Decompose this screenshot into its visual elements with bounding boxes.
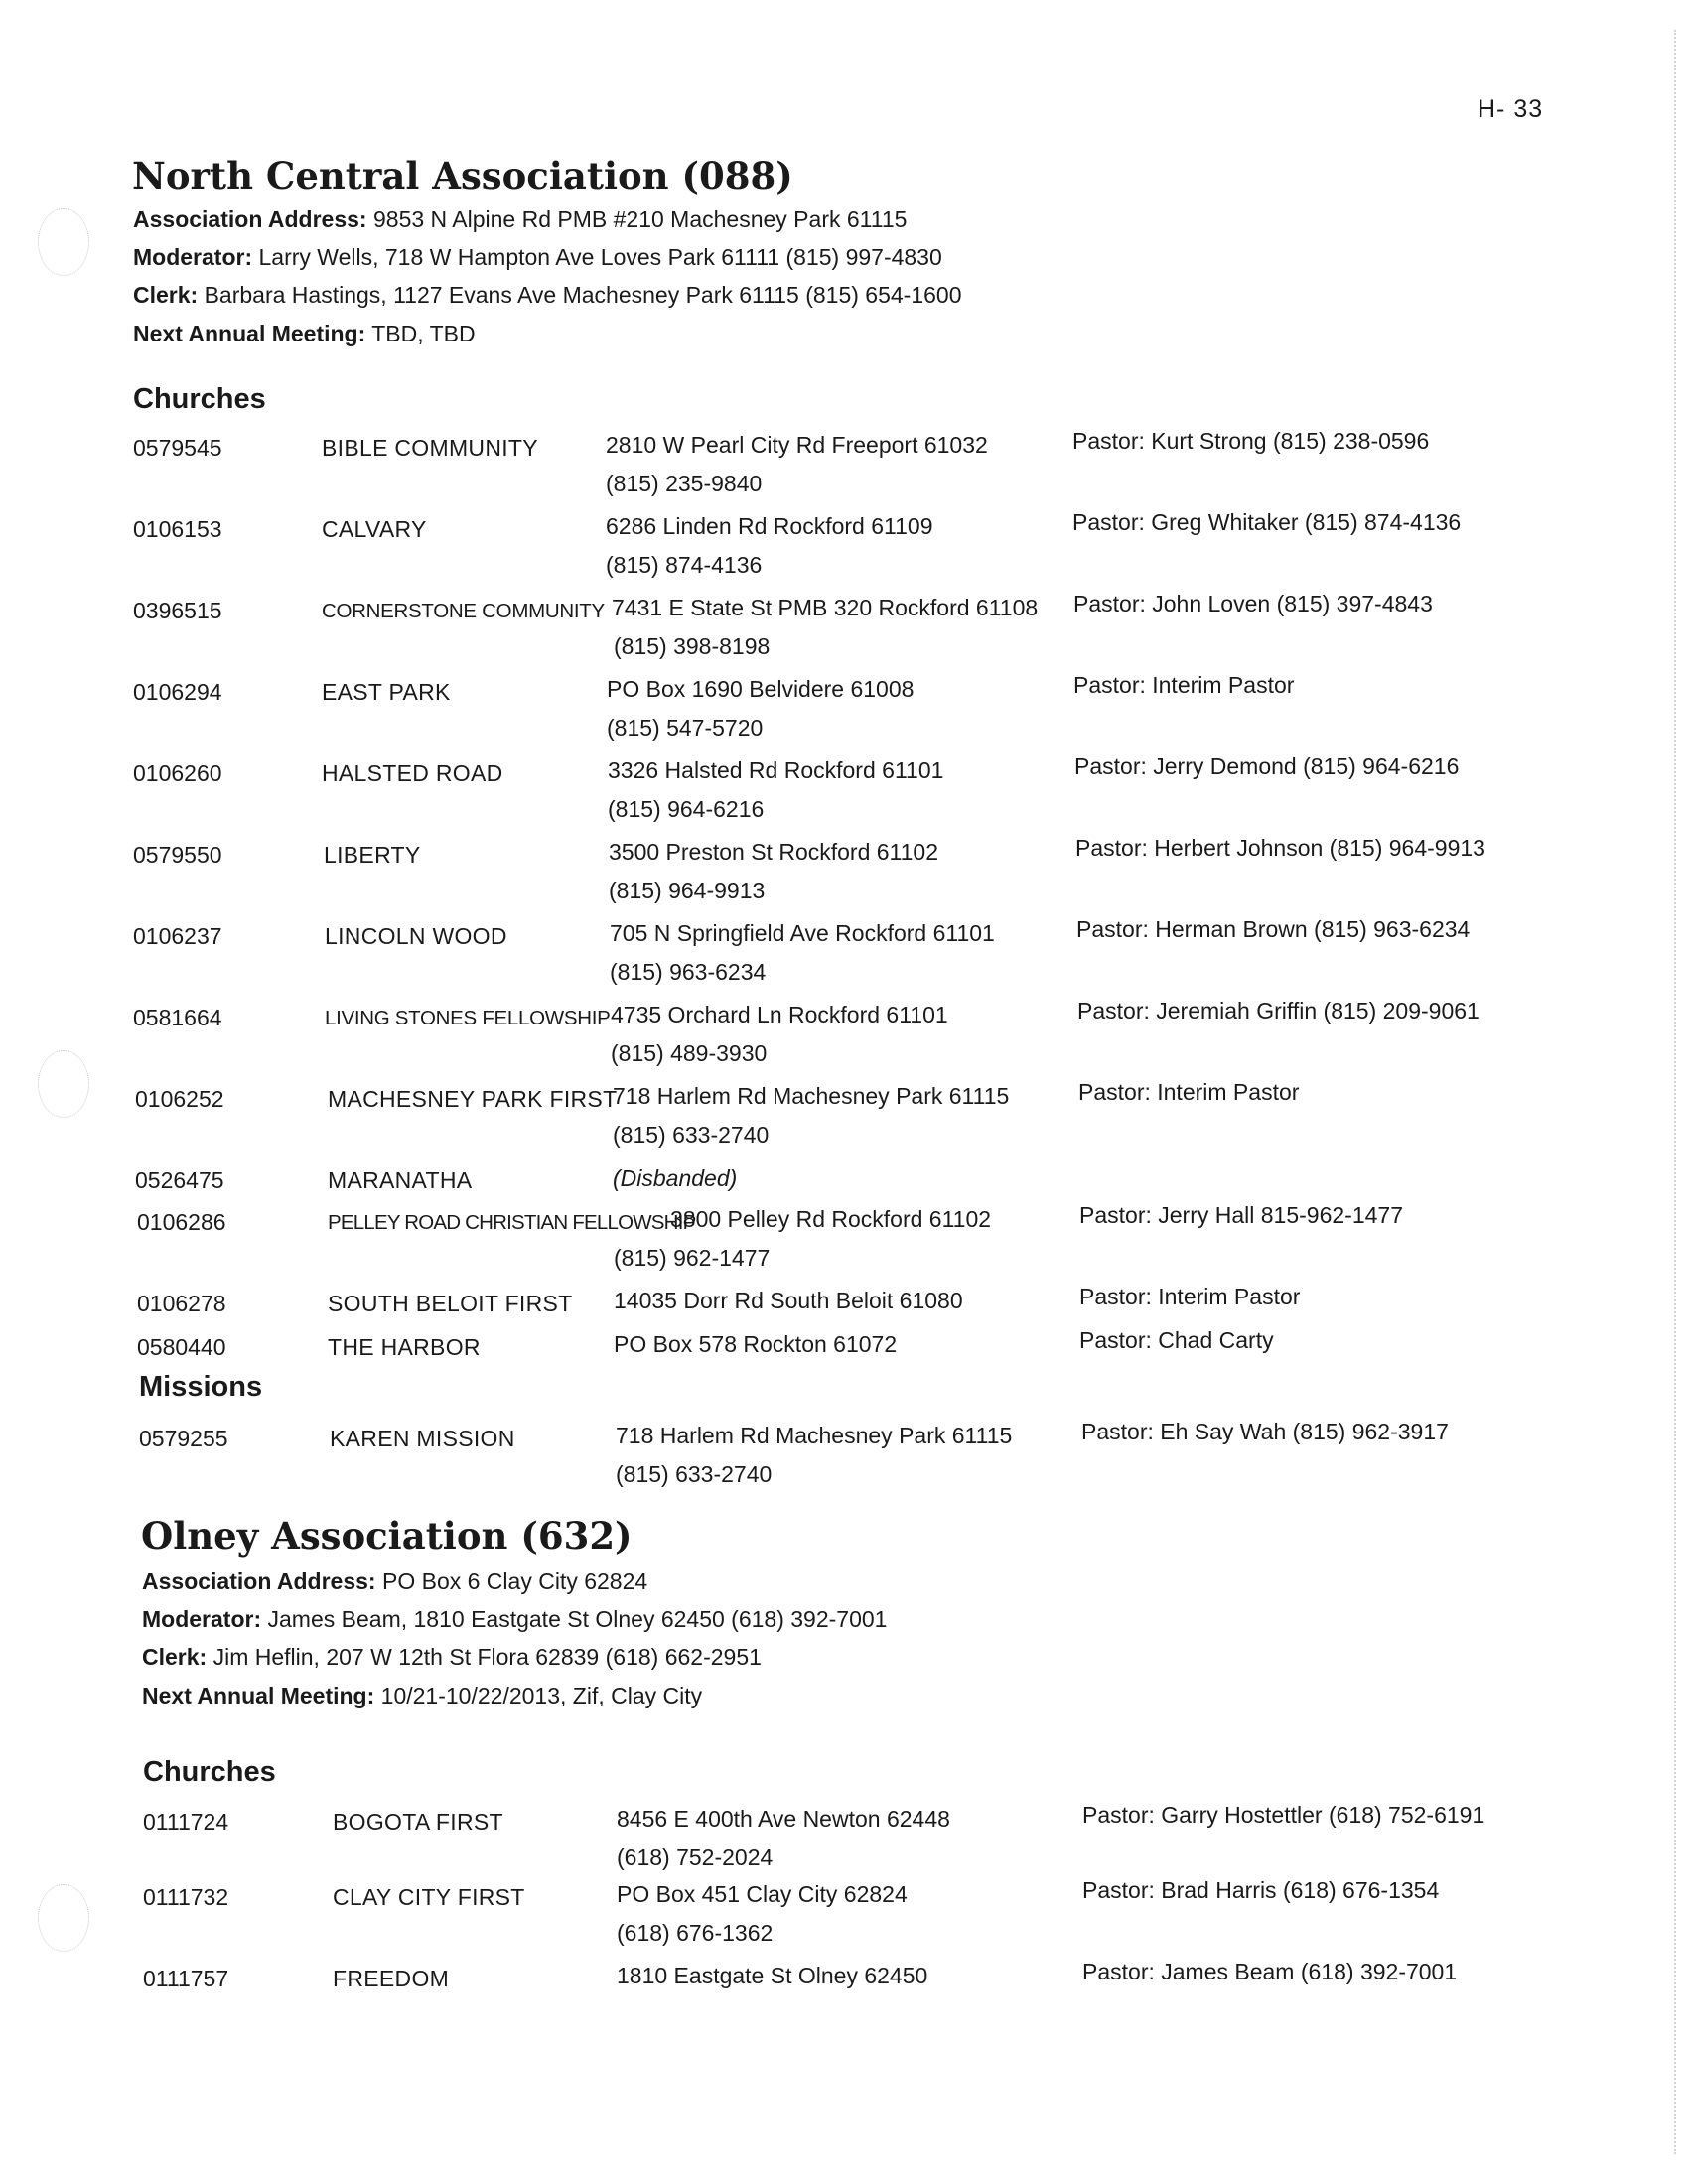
church-address: 6286 Linden Rd Rockford 61109 — [606, 513, 933, 539]
church-code: 0396515 — [133, 598, 222, 623]
church-code: 0111757 — [143, 1966, 229, 1991]
church-phone: (815) 398-8198 — [614, 633, 771, 659]
church-name: CORNERSTONE COMMUNITY — [322, 600, 605, 622]
church-pastor: Pastor: Interim Pastor — [1078, 1079, 1300, 1105]
info-value: Jim Heflin, 207 W 12th St Flora 62839 (618) 662-2951 — [207, 1644, 762, 1670]
church-name: LINCOLN WOOD — [325, 923, 507, 949]
church-code: 0526475 — [135, 1167, 224, 1193]
church-address: 705 N Springfield Ave Rockford 61101 — [610, 920, 995, 946]
churches-heading: Churches — [143, 1756, 276, 1788]
clerk — [133, 282, 961, 309]
punch-hole-top — [38, 208, 89, 276]
mission-name: KAREN MISSION — [330, 1426, 515, 1451]
church-phone: (815) 633-2740 — [613, 1122, 770, 1148]
church-name: FREEDOM — [333, 1966, 450, 1991]
church-code: 0106153 — [133, 516, 222, 542]
church-pastor: Pastor: Jerry Hall 815-962-1477 — [1079, 1202, 1403, 1228]
mission-code: 0579255 — [139, 1426, 228, 1451]
moderator — [133, 244, 942, 271]
association-address — [133, 206, 907, 233]
church-name: BIBLE COMMUNITY — [322, 435, 538, 461]
info-value: TBD, TBD — [365, 321, 476, 346]
church-pastor: Pastor: James Beam (618) 392-7001 — [1082, 1959, 1458, 1984]
info-label: Moderator: — [142, 1606, 262, 1632]
info-label: Next Annual Meeting: — [142, 1683, 375, 1708]
church-name: HALSTED ROAD — [322, 760, 503, 786]
info-label: Association Address: — [133, 206, 367, 232]
info-value: 9853 N Alpine Rd PMB #210 Machesney Park 61115 — [366, 206, 908, 232]
church-code: 0579550 — [133, 842, 222, 868]
church-address: PO Box 451 Clay City 62824 — [617, 1881, 908, 1907]
mission-address: 718 Harlem Rd Machesney Park 61115 — [616, 1423, 1013, 1448]
church-phone: (618) 752-2024 — [617, 1844, 774, 1870]
page-number: H- 33 — [1478, 95, 1544, 123]
church-code: 0106260 — [133, 760, 222, 786]
info-value: James Beam, 1810 Eastgate St Olney 62450 (618) 392-7001 — [261, 1606, 888, 1632]
info-value: 10/21-10/22/2013, Zif, Clay City — [374, 1683, 703, 1708]
church-pastor: Pastor: Chad Carty — [1079, 1327, 1274, 1353]
church-address: PO Box 1690 Belvidere 61008 — [607, 676, 915, 702]
church-name: LIVING STONES FELLOWSHIP — [325, 1007, 611, 1029]
church-address: 8456 E 400th Ave Newton 62448 — [617, 1806, 950, 1832]
church-name: CLAY CITY FIRST — [333, 1884, 525, 1910]
scan-edge-line — [1674, 30, 1676, 2154]
info-value: Larry Wells, 718 W Hampton Ave Loves Park 61111 (815) 997-4830 — [252, 244, 942, 270]
info-label: Clerk: — [142, 1644, 208, 1670]
next-annual-meeting — [133, 321, 476, 347]
mission-pastor: Pastor: Eh Say Wah (815) 962-3917 — [1081, 1419, 1449, 1444]
church-phone: (618) 676-1362 — [617, 1920, 774, 1946]
punch-hole-bottom — [38, 1884, 89, 1952]
church-pastor: Pastor: Jerry Demond (815) 964-6216 — [1074, 753, 1460, 779]
church-address: PO Box 578 Rockton 61072 — [614, 1331, 898, 1357]
church-address: 3326 Halsted Rd Rockford 61101 — [608, 757, 944, 783]
church-address: 3500 Preston St Rockford 61102 — [609, 839, 939, 865]
church-address: 2810 W Pearl City Rd Freeport 61032 — [606, 432, 988, 458]
church-address: 7431 E State St PMB 320 Rockford 61108 — [612, 595, 1039, 620]
info-label: Clerk: — [133, 282, 199, 308]
church-address: 3800 Pelley Rd Rockford 61102 — [670, 1206, 992, 1232]
church-status-disbanded: (Disbanded) — [613, 1165, 738, 1191]
association-title: Olney Association (632) — [141, 1514, 633, 1558]
church-address: 1810 Eastgate St Olney 62450 — [617, 1963, 928, 1988]
church-code: 0106294 — [133, 679, 222, 705]
church-code: 0106278 — [137, 1291, 226, 1316]
church-pastor: Pastor: Herman Brown (815) 963-6234 — [1076, 916, 1471, 942]
church-code: 0579545 — [133, 435, 222, 461]
punch-hole-middle — [38, 1050, 89, 1118]
church-address: 14035 Dorr Rd South Beloit 61080 — [614, 1288, 963, 1313]
church-pastor: Pastor: Interim Pastor — [1079, 1284, 1301, 1309]
info-label: Moderator: — [133, 244, 253, 270]
church-phone: (815) 963-6234 — [610, 959, 767, 985]
church-name: CALVARY — [322, 516, 427, 542]
church-name: PELLEY ROAD CHRISTIAN FELLOWSHIP — [328, 1211, 696, 1234]
church-code: 0111732 — [143, 1884, 229, 1910]
church-code: 0106286 — [137, 1209, 226, 1235]
church-pastor: Pastor: Jeremiah Griffin (815) 209-9061 — [1077, 998, 1480, 1024]
info-label: Association Address: — [142, 1569, 376, 1594]
church-name: MARANATHA — [328, 1167, 473, 1193]
church-name: EAST PARK — [322, 679, 451, 705]
church-pastor: Pastor: Herbert Johnson (815) 964-9913 — [1075, 835, 1485, 861]
church-code: 0580440 — [137, 1334, 226, 1360]
church-phone: (815) 964-6216 — [608, 796, 765, 822]
info-value: PO Box 6 Clay City 62824 — [375, 1569, 648, 1594]
church-phone: (815) 235-9840 — [606, 471, 763, 496]
church-pastor: Pastor: Brad Harris (618) 676-1354 — [1082, 1877, 1440, 1903]
info-label: Next Annual Meeting: — [133, 321, 366, 346]
church-pastor: Pastor: Greg Whitaker (815) 874-4136 — [1072, 509, 1462, 535]
church-name: LIBERTY — [324, 842, 421, 868]
church-pastor: Pastor: Interim Pastor — [1073, 672, 1295, 698]
church-pastor: Pastor: Garry Hostettler (618) 752-6191 — [1082, 1802, 1485, 1828]
church-name: SOUTH BELOIT FIRST — [328, 1291, 573, 1316]
info-value: Barbara Hastings, 1127 Evans Ave Machesney Park 61115 (815) 654-1600 — [198, 282, 962, 308]
church-code: 0106252 — [135, 1086, 224, 1112]
church-phone: (815) 874-4136 — [606, 552, 763, 578]
churches-heading: Churches — [133, 383, 266, 415]
church-phone: (815) 489-3930 — [611, 1040, 768, 1066]
moderator — [142, 1606, 887, 1633]
church-phone: (815) 962-1477 — [614, 1245, 771, 1271]
church-address: 718 Harlem Rd Machesney Park 61115 — [613, 1083, 1010, 1109]
church-name: BOGOTA FIRST — [333, 1809, 503, 1835]
church-name: THE HARBOR — [328, 1334, 481, 1360]
missions-heading: Missions — [139, 1371, 263, 1403]
church-code: 0581664 — [133, 1005, 222, 1030]
association-title: North Central Association (088) — [132, 154, 793, 198]
church-address: 4735 Orchard Ln Rockford 61101 — [611, 1002, 948, 1027]
church-code: 0106237 — [133, 923, 222, 949]
association-address — [142, 1569, 647, 1595]
next-annual-meeting — [142, 1683, 702, 1709]
church-pastor: Pastor: Kurt Strong (815) 238-0596 — [1072, 428, 1430, 454]
church-pastor: Pastor: John Loven (815) 397-4843 — [1073, 591, 1433, 616]
church-phone: (815) 547-5720 — [607, 715, 764, 741]
clerk — [142, 1644, 762, 1671]
mission-phone: (815) 633-2740 — [616, 1461, 773, 1487]
church-phone: (815) 964-9913 — [609, 878, 766, 903]
church-code: 0111724 — [143, 1809, 229, 1835]
church-name: MACHESNEY PARK FIRST — [328, 1086, 618, 1112]
